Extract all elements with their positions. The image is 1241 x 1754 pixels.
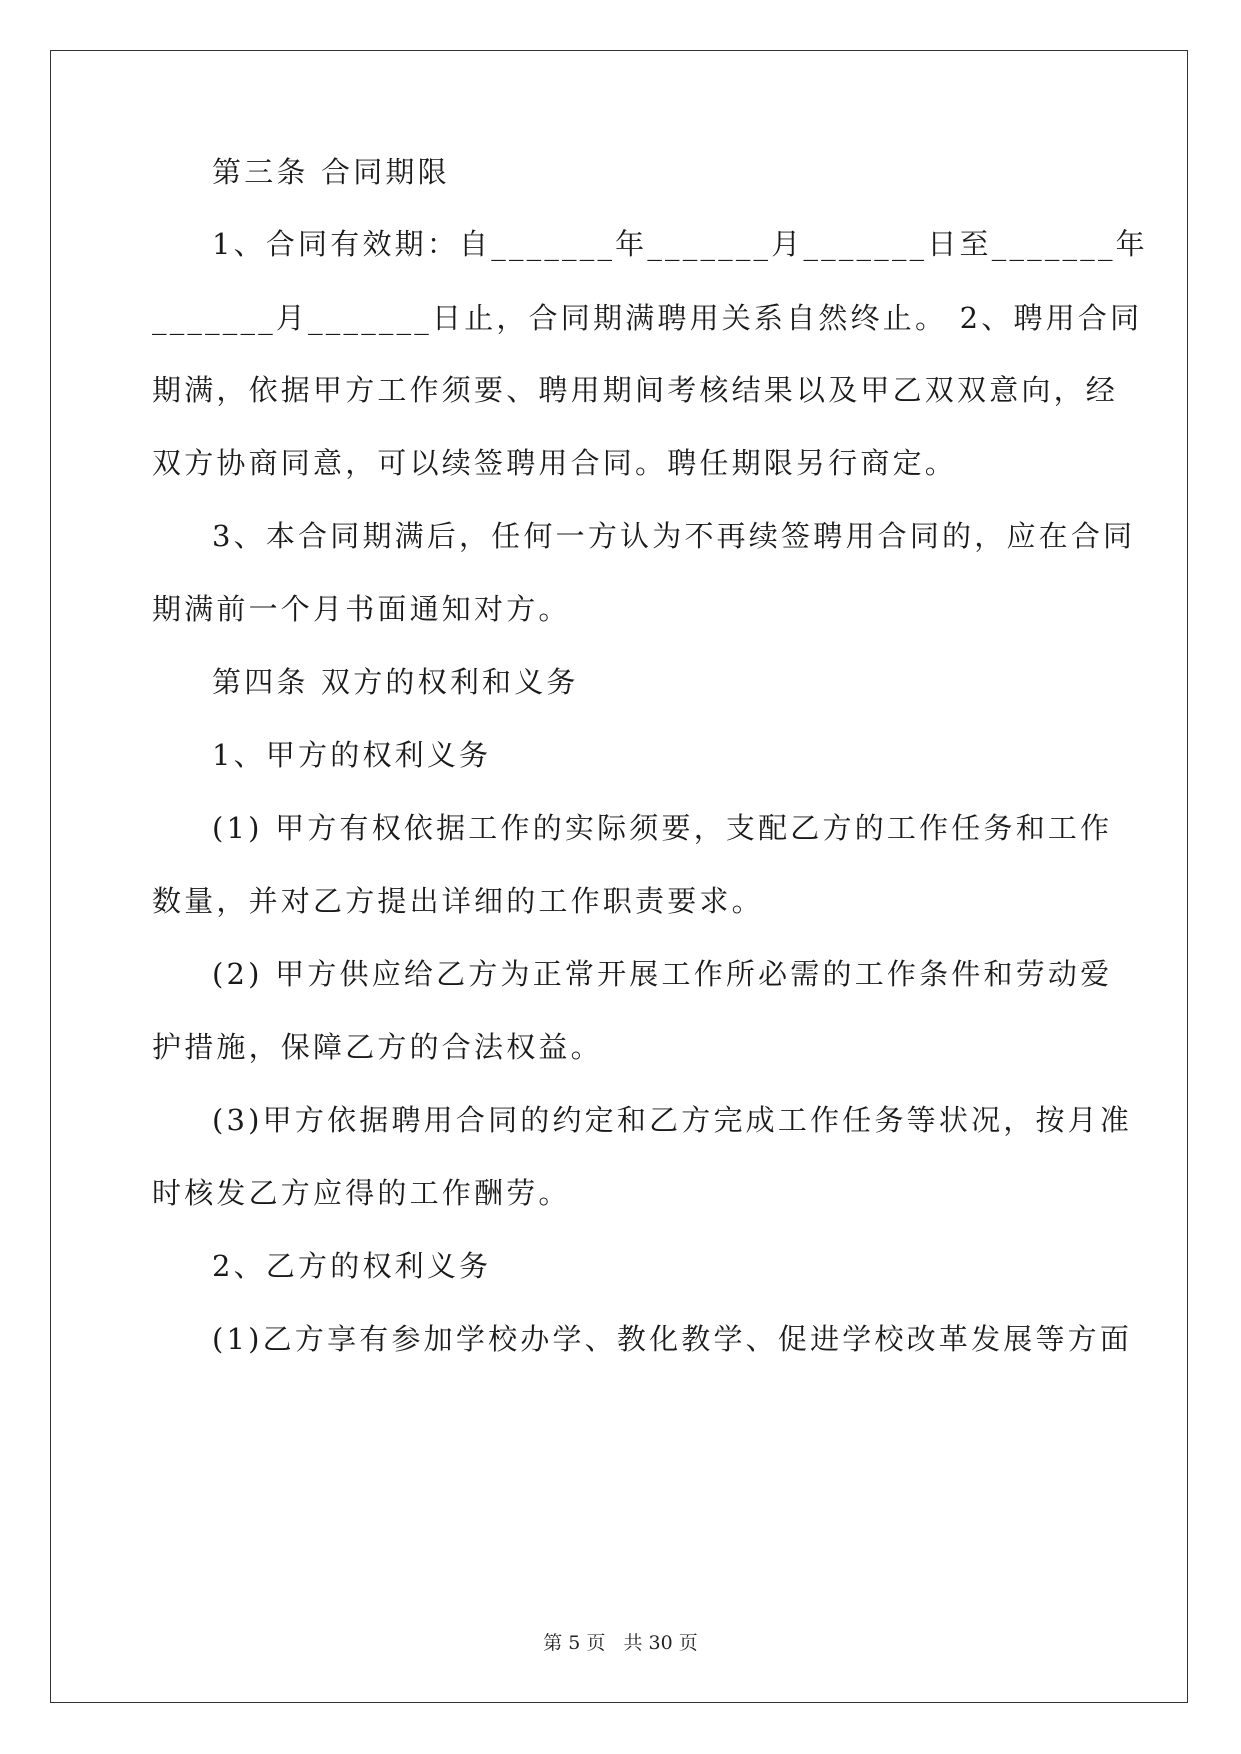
paragraph-line: 期满，依据甲方工作须要、聘用期间考核结果以及甲乙双双意向，经 [152, 373, 1119, 407]
paragraph-line: 双方协商同意，可以续签聘用合同。聘任期限另行商定。 [152, 446, 958, 480]
page-footer [0, 1628, 1241, 1655]
paragraph-line: 3、本合同期满后，任何一方认为不再续签聘用合同的，应在合同 [212, 519, 1136, 553]
paragraph-line: 时核发乙方应得的工作酬劳。 [152, 1176, 571, 1210]
article-heading: 第四条 双方的权利和义务 [212, 665, 579, 699]
page-number: 第 5 页 [543, 1632, 606, 1654]
paragraph-line: (3)甲方依据聘用合同的约定和乙方完成工作任务等状况，按月准 [212, 1103, 1133, 1137]
page-frame [50, 50, 1188, 1703]
paragraph-line: 期满前一个月书面通知对方。 [152, 592, 571, 626]
section-heading: 1、甲方的权利义务 [212, 738, 492, 772]
page-total: 共 30 页 [623, 1632, 698, 1654]
paragraph-line: (1) 甲方有权依据工作的实际须要，支配乙方的工作任务和工作 [212, 811, 1113, 845]
article-heading: 第三条 合同期限 [212, 155, 450, 189]
paragraph-line: 数量，并对乙方提出详细的工作职责要求。 [152, 884, 764, 918]
paragraph-line: (2) 甲方供应给乙方为正常开展工作所必需的工作条件和劳动爱 [212, 957, 1113, 991]
paragraph-line: (1)乙方享有参加学校办学、教化教学、促进学校改革发展等方面 [212, 1322, 1133, 1356]
paragraph-line: _______月_______日止，合同期满聘用关系自然终止。 2、聘用合同 [152, 301, 1143, 335]
paragraph-line: 护措施，保障乙方的合法权益。 [152, 1030, 603, 1064]
paragraph-line: 1、合同有效期：自_______年_______月_______日至_______年 [212, 227, 1148, 261]
section-heading: 2、乙方的权利义务 [212, 1249, 492, 1283]
